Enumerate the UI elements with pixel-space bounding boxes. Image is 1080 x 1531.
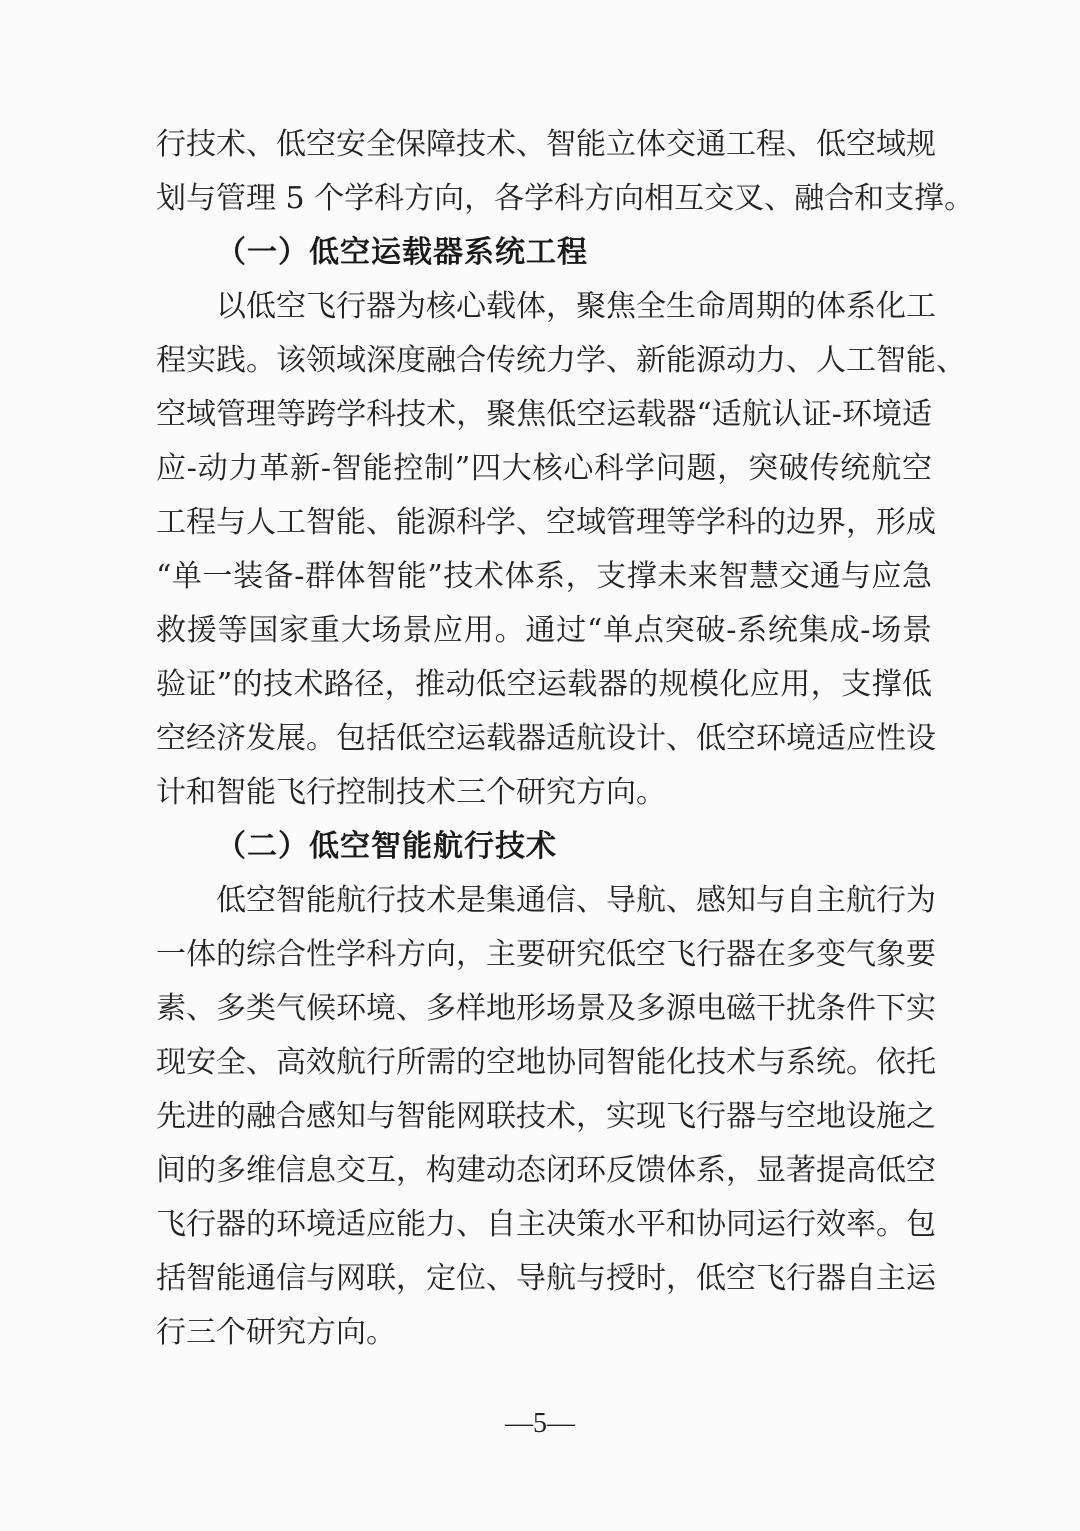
text-line: 以低空飞行器为核心载体，聚焦全生命周期的体系化工 — [216, 289, 936, 324]
text-line: 验证”的技术路径，推动低空运载器的规模化应用，支撑低 — [156, 667, 932, 702]
text-line: 救援等国家重大场景应用。通过“单点突破-系统集成-场景 — [156, 613, 932, 648]
text-line: 先进的融合感知与智能网联技术，实现飞行器与空地设施之 — [156, 1099, 936, 1134]
text-line: 飞行器的环境适应能力、自主决策水平和协同运行效率。包 — [156, 1207, 936, 1242]
text-line: 低空智能航行技术是集通信、导航、感知与自主航行为 — [216, 883, 936, 918]
text-line: 空经济发展。包括低空运载器适航设计、低空环境适应性设 — [156, 721, 936, 756]
section-heading-2: （二）低空智能航行技术 — [216, 829, 557, 864]
text-line: 行三个研究方向。 — [156, 1315, 396, 1350]
text-line: 工程与人工智能、能源科学、空域管理等学科的边界，形成 — [156, 505, 936, 540]
text-line: 行技术、低空安全保障技术、智能立体交通工程、低空域规 — [156, 127, 936, 162]
text-line: 划与管理 5 个学科方向，各学科方向相互交叉、融合和支撑。 — [156, 181, 975, 216]
text-line: 间的多维信息交互，构建动态闭环反馈体系，显著提高低空 — [156, 1153, 936, 1188]
text-line: 括智能通信与网联，定位、导航与授时，低空飞行器自主运 — [156, 1261, 936, 1296]
text-line: “单一装备-群体智能”技术体系，支撑未来智慧交通与应急 — [156, 559, 932, 594]
text-line: 计和智能飞行控制技术三个研究方向。 — [156, 775, 666, 810]
text-line: 程实践。该领域深度融合传统力学、新能源动力、人工智能、 — [156, 343, 966, 378]
text-line: 空域管理等跨学科技术，聚焦低空运载器“适航认证-环境适 — [156, 397, 932, 432]
section-heading-1: （一）低空运载器系统工程 — [216, 235, 588, 270]
text-line: 应-动力革新-智能控制”四大核心科学问题，突破传统航空 — [156, 451, 932, 486]
text-line: 一体的综合性学科方向，主要研究低空飞行器在多变气象要 — [156, 937, 936, 972]
text-line: 素、多类气候环境、多样地形场景及多源电磁干扰条件下实 — [156, 991, 936, 1026]
text-line: 现安全、高效航行所需的空地协同智能化技术与系统。依托 — [156, 1045, 936, 1080]
page-number: —5— — [505, 1408, 575, 1439]
document-body — [156, 118, 975, 1360]
